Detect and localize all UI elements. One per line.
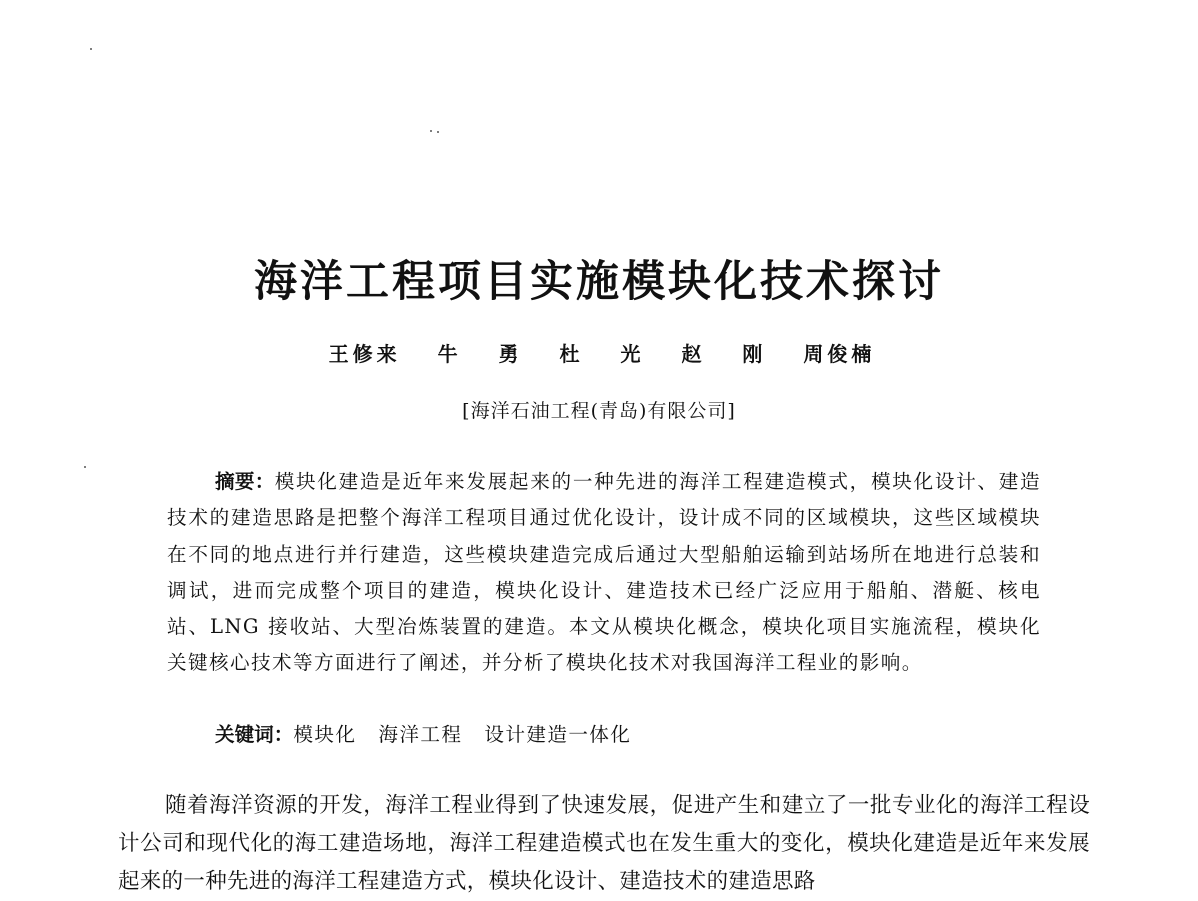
affiliation: [海洋石油工程(青岛)有限公司] <box>462 400 736 422</box>
scan-speck <box>90 48 92 50</box>
scan-speck <box>437 131 439 133</box>
abstract-label: 摘要： <box>215 470 275 493</box>
scan-speck <box>84 466 86 468</box>
keywords <box>215 718 653 752</box>
abstract-text: 模块化建造是近年来发展起来的一种先进的海洋工程建造模式，模块化设计、建造技术的建造思路是把整个海洋工程项目通过优化设计，设计成不同的区域模块，这些区域模块在不同的地点进行并行建造，这些模块建造完成后通过大型船舶运输到站场所在地进行总装和调试，进而完成整个项目的建造，模块化设计、建造技术已经广泛应用于船舶、潜艇、核电站、LNG 接收站、大型冶炼装置的建造。本文从模块化概念，模块化项目实施流程，模块化关键核心技术等方面进行了阐述，并分析了模块化技术对我国海洋工程业的影响。 <box>167 470 1041 675</box>
author-list: 王修来 牛 勇 杜 光 赵 刚 周俊楠 <box>328 342 876 366</box>
body-paragraph: 随着海洋资源的开发，海洋工程业得到了快速发展，促进产生和建立了一批专业化的海洋工程设计公司和现代化的海工建造场地，海洋工程建造模式也在发生重大的变化，模块化建造是近年来发展起来的一种先进的海洋工程建造方式，模块化设计、建造技术的建造思路 <box>118 793 1090 894</box>
keyword: 设计建造一体化 <box>484 723 632 746</box>
paper-title: 海洋工程项目实施模块化技术探讨 <box>254 257 944 307</box>
abstract <box>167 464 1041 682</box>
keywords-label: 关键词： <box>215 723 294 746</box>
keyword: 海洋工程 <box>378 723 463 746</box>
keyword: 模块化 <box>293 723 357 746</box>
scan-speck <box>430 130 432 132</box>
